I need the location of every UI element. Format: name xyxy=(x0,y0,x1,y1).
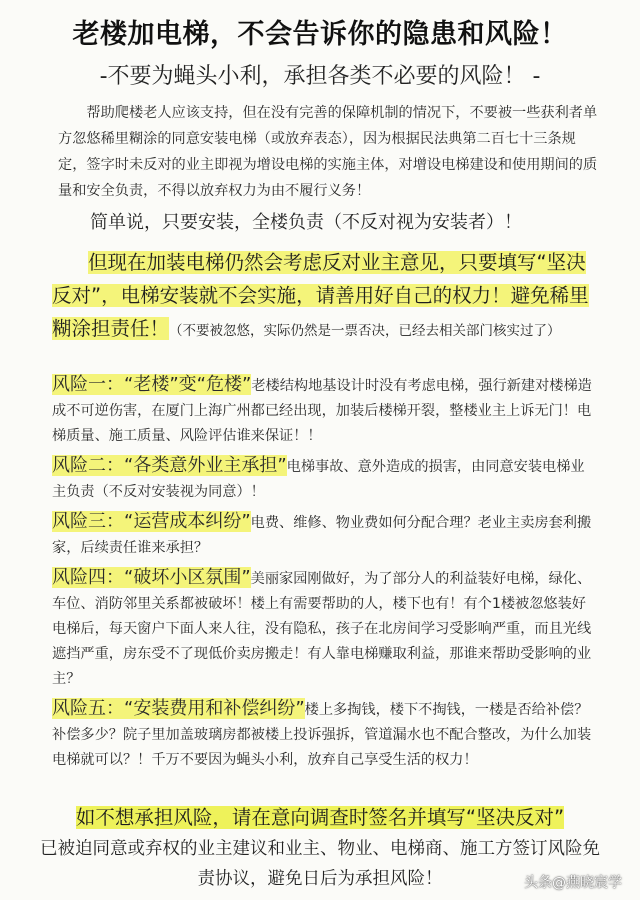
risk-text: 电梯事故、意外造成的损害，由同意安装电梯业主负责（不反对安装视为同意）！ xyxy=(52,459,585,500)
risk-label: 风险二： xyxy=(52,455,124,476)
closing-line-2: 已被迫同意或弃权的业主建议和业主、物业、电梯商、施工方签订风险免责协议，避免日后为承担风险！ xyxy=(40,839,600,889)
closing-callout xyxy=(0,801,640,834)
highlight-main: 但现在加装电梯仍然会考虑反对业主意见，只要填写“坚决反对”，电梯安装就不会实施，请善用好自己的权力！避免稀里糊涂担责任！ xyxy=(52,251,589,340)
risk-tag: “破坏小区氛围” xyxy=(124,567,251,588)
watermark: 头条@燕晓宸学 xyxy=(524,875,622,891)
risk-tag: “老楼”变“危楼” xyxy=(124,374,252,395)
risk-tag: “各类意外业主承担” xyxy=(124,455,287,476)
risk-text: 楼上多掏钱，楼下不掏钱，一楼是否给补偿？补偿多少？院子里加盖玻璃房都被楼上投诉强拆，管道漏水也不配合整改，为什么加装电梯就可以？！千万不要因为蝇头小利，放弃自己享受生活的权力！ xyxy=(52,702,592,768)
risk-label: 风险三： xyxy=(52,511,124,532)
risk-text: 电费、维修、物业费如何分配合理？老业主卖房套利搬家，后续责任谁来承担？ xyxy=(52,515,592,556)
risk-tag: “运营成本纠纷” xyxy=(124,511,251,532)
highlight-note: （不要被忽悠，实际仍然是一票否决，已经去相关部门核实过了） xyxy=(169,323,561,339)
risk-label: 风险一： xyxy=(52,374,124,395)
risk-text: 美丽家园刚做好，为了部分人的利益装好电梯，绿化、车位、消防邻里关系都被破坏！楼上有需要帮助的人，楼下也有！有个1楼被忽悠装好电梯后，每天窗户下面人来人往，没有隐私，孩子在北房间学习受影响严重，而且光线遮挡严重，房东受不了现低价卖房搬走！有人靠电梯赚取利益，那谁来帮助受影响的业主？ xyxy=(52,571,592,687)
risk-text: 老楼结构地基设计时没有考虑电梯，强行新建对楼梯造成不可逆伤害，在厦门上海广州都已经出现，加装后楼梯开裂，整楼业主上诉无门！电梯质量、施工质量、风险评估谁来保证！！ xyxy=(52,378,592,444)
risk-item-1 xyxy=(0,372,640,449)
page-subtitle: -不要为蝇头小利，承担各类不必要的风险！ - xyxy=(99,64,541,89)
closing-line-1: 如不想承担风险，请在意向调查时签名并填写“坚决反对” xyxy=(75,806,565,829)
simple-summary: 简单说，只要安装，全楼负责（不反对视为安装者）！ xyxy=(90,212,522,233)
risk-item-3 xyxy=(0,509,640,561)
risk-item-5 xyxy=(0,696,640,773)
risk-item-4 xyxy=(0,565,640,692)
intro-paragraph: 帮助爬楼老人应该支持，但在没有完善的保障机制的情况下，不要被一些获利者单方忽悠稀里糊涂的同意安装电梯（或放弃表态），因为根据民法典第二百七十三条规定，签字时未反对的业主即视为增设电梯的实施主体，对增设电梯建设和使用期间的质量和安全负责，不得以放弃权力为由不履行义务！ xyxy=(58,105,598,199)
risk-label: 风险四： xyxy=(52,567,124,588)
risk-item-2 xyxy=(0,453,640,505)
risk-label: 风险五： xyxy=(52,698,124,719)
page-title: 老楼加电梯，不会告诉你的隐患和风险！ xyxy=(72,19,568,50)
highlight-paragraph xyxy=(0,246,640,348)
risk-tag: “安装费用和补偿纠纷” xyxy=(124,698,305,719)
